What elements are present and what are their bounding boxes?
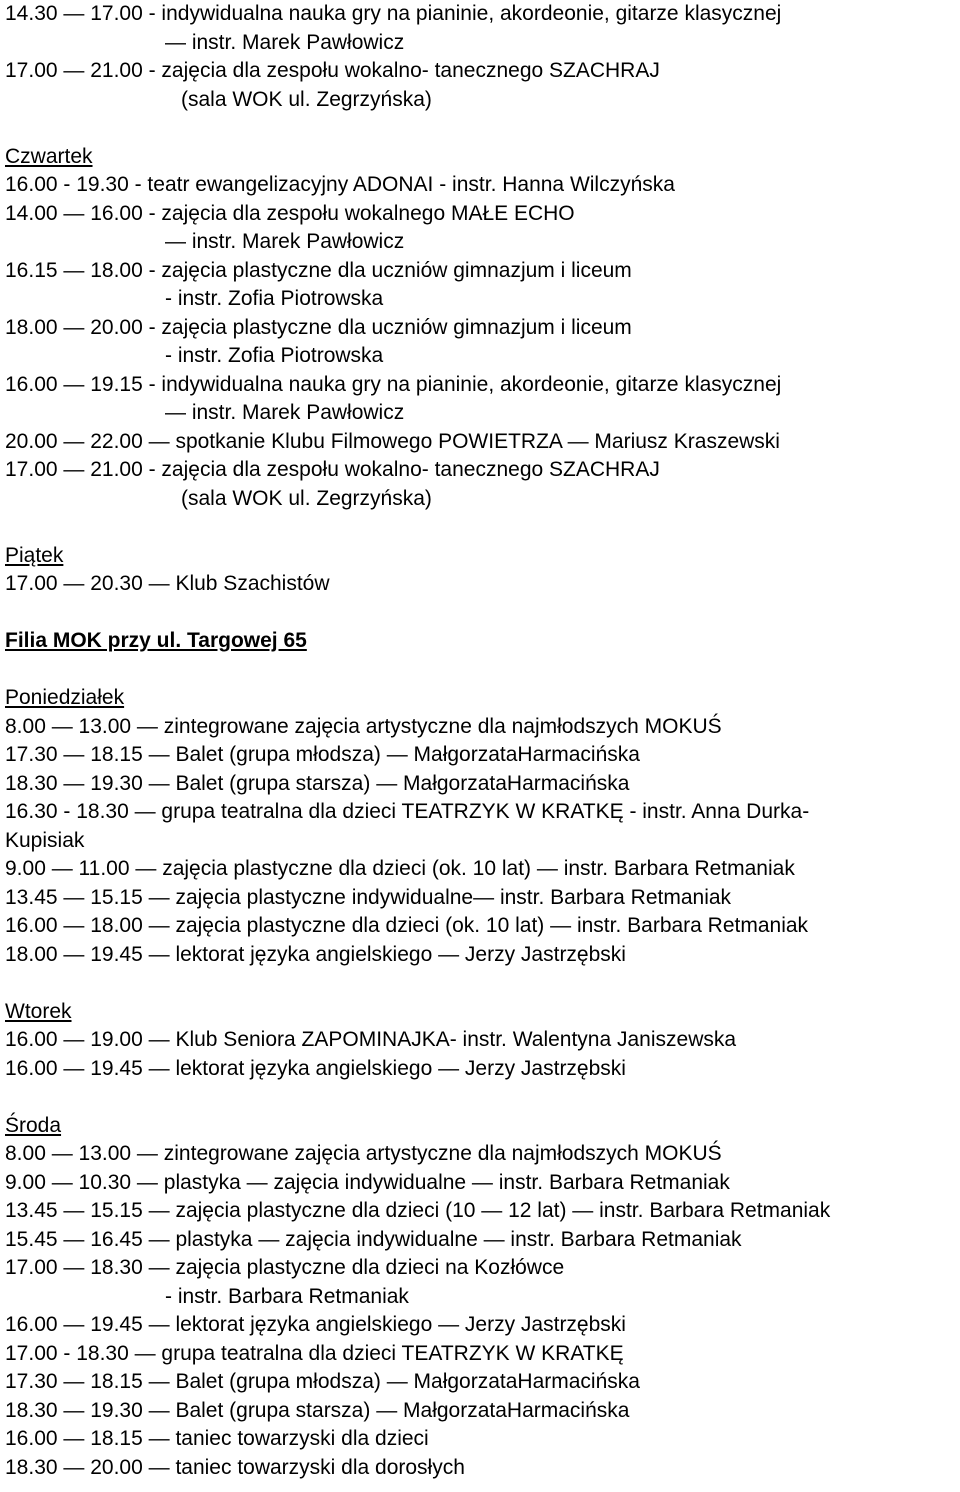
schedule-line: (sala WOK ul. Zegrzyńska): [181, 486, 432, 510]
schedule-line: 17.00 — 21.00 - zajęcia dla zespołu wokalno- tanecznego SZACHRAJ: [5, 59, 660, 82]
heading-piatek: Piątek: [5, 543, 64, 567]
section-czwartek: [5, 171, 955, 513]
schedule-line: 17.00 — 18.30 — zajęcia plastyczne dla dzieci na Kozłówce: [5, 1256, 565, 1279]
heading-czwartek: Czwartek: [5, 144, 93, 168]
schedule-line: 20.00 — 22.00 — spotkanie Klubu Filmowego POWIETRZA — Mariusz Kraszewski: [5, 429, 780, 453]
spacer: [5, 1083, 955, 1112]
spacer: [5, 599, 955, 628]
schedule-line: 18.00 — 20.00 - zajęcia plastyczne dla uczniów gimnazjum i liceum: [5, 315, 632, 339]
schedule-line: 9.00 — 10.30 — plastyka — zajęcia indywidualne — instr. Barbara Retmaniak: [5, 1170, 730, 1194]
schedule-line: 17.00 — 21.00 - zajęcia dla zespołu wokalno- tanecznego SZACHRAJ: [5, 458, 660, 481]
schedule-line: 16.00 - 19.30 - teatr ewangelizacyjny ADONAI - instr. Hanna Wilczyńska: [5, 173, 675, 196]
schedule-line: 17.30 — 18.15 — Balet (grupa młodsza) — MałgorzataHarmacińska: [5, 743, 640, 766]
schedule-line: 16.30 - 18.30 — grupa teatralna dla dzieci TEATRZYK W KRATKĘ - instr. Anna Durka-: [5, 800, 810, 823]
schedule-line: 14.00 — 16.00 - zajęcia dla zespołu wokalnego MAŁE ECHO: [5, 201, 575, 225]
schedule-line: Kupisiak: [5, 828, 85, 852]
schedule-line: 17.00 - 18.30 — grupa teatralna dla dzieci TEATRZYK W KRATKĘ: [5, 1341, 624, 1365]
schedule-line: 14.30 — 17.00 - indywidualna nauka gry na pianinie, akordeonie, gitarze klasycznej: [5, 2, 782, 25]
schedule-line: — instr. Marek Pawłowicz: [165, 30, 405, 54]
schedule-line: — instr. Marek Pawłowicz: [165, 230, 405, 253]
section-piatek: [5, 570, 955, 599]
schedule-document: [5, 0, 955, 1482]
schedule-line: 16.15 — 18.00 - zajęcia plastyczne dla uczniów gimnazjum i liceum: [5, 258, 632, 282]
block-top: [5, 0, 955, 114]
spacer: [5, 513, 955, 542]
section-wtorek: [5, 1026, 955, 1083]
schedule-line: 17.00 — 20.30 — Klub Szachistów: [5, 572, 330, 595]
schedule-line: - instr. Barbara Retmaniak: [165, 1284, 409, 1308]
schedule-line: 9.00 — 11.00 — zajęcia plastyczne dla dzieci (ok. 10 lat) — instr. Barbara Retmaniak: [5, 857, 795, 880]
section-sroda: [5, 1140, 955, 1482]
heading-wtorek: Wtorek: [5, 999, 72, 1023]
schedule-line: 16.00 — 18.00 — zajęcia plastyczne dla dzieci (ok. 10 lat) — instr. Barbara Retmaniak: [5, 914, 809, 937]
spacer: [5, 114, 955, 143]
schedule-line: 13.45 — 15.15 — zajęcia plastyczne indywidualne— instr. Barbara Retmaniak: [5, 885, 732, 909]
schedule-line: - instr. Zofia Piotrowska: [165, 287, 384, 310]
schedule-line: — instr. Marek Pawłowicz: [165, 401, 405, 424]
schedule-line: 8.00 — 13.00 — zintegrowane zajęcia artystyczne dla najmłodszych MOKUŚ: [5, 1142, 722, 1165]
schedule-line: 16.00 — 19.00 — Klub Seniora ZAPOMINAJKA- instr. Walentyna Janiszewska: [5, 1028, 737, 1051]
schedule-line: 8.00 — 13.00 — zintegrowane zajęcia artystyczne dla najmłodszych MOKUŚ: [5, 714, 722, 738]
schedule-line: 16.00 — 19.15 - indywidualna nauka gry na pianinie, akordeonie, gitarze klasycznej: [5, 372, 782, 396]
spacer: [5, 656, 955, 685]
schedule-line: 16.00 — 19.45 — lektorat języka angielskiego — Jerzy Jastrzębski: [5, 1056, 626, 1080]
heading-sroda: Środa: [5, 1113, 62, 1137]
schedule-line: 18.00 — 19.45 — lektorat języka angielskiego — Jerzy Jastrzębski: [5, 942, 626, 966]
schedule-line: - instr. Zofia Piotrowska: [165, 344, 384, 367]
schedule-line: 17.30 — 18.15 — Balet (grupa młodsza) — MałgorzataHarmacińska: [5, 1370, 640, 1393]
section-poniedzialek: [5, 713, 955, 970]
schedule-line: (sala WOK ul. Zegrzyńska): [181, 87, 432, 111]
schedule-line: 16.00 — 19.45 — lektorat języka angielskiego — Jerzy Jastrzębski: [5, 1313, 626, 1336]
schedule-line: 18.30 — 20.00 — taniec towarzyski dla dorosłych: [5, 1455, 465, 1479]
schedule-line: 18.30 — 19.30 — Balet (grupa starsza) — MałgorzataHarmacińska: [5, 771, 630, 795]
heading-filia: Filia MOK przy ul. Targowej 65: [5, 629, 307, 652]
heading-poniedzialek: Poniedziałek: [5, 686, 125, 709]
spacer: [5, 969, 955, 998]
schedule-line: 18.30 — 19.30 — Balet (grupa starsza) — MałgorzataHarmacińska: [5, 1398, 630, 1422]
schedule-line: 15.45 — 16.45 — plastyka — zajęcia indywidualne — instr. Barbara Retmaniak: [5, 1227, 742, 1251]
schedule-line: 16.00 — 18.15 — taniec towarzyski dla dzieci: [5, 1427, 429, 1450]
schedule-line: 13.45 — 15.15 — zajęcia plastyczne dla dzieci (10 — 12 lat) — instr. Barbara Retmaniak: [5, 1199, 831, 1222]
